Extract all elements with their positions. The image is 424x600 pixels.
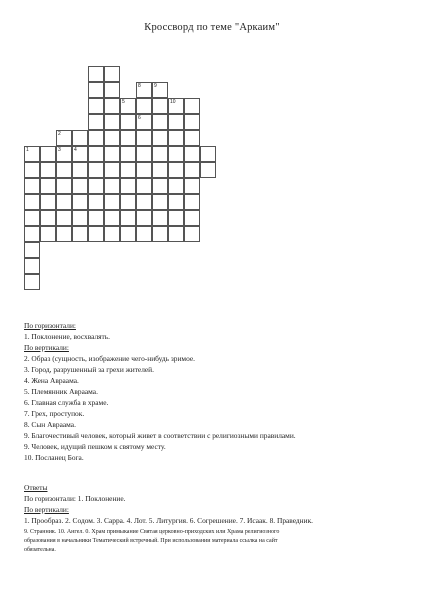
grid-cell[interactable] xyxy=(104,98,120,114)
grid-cell[interactable] xyxy=(184,210,200,226)
grid-cell[interactable] xyxy=(88,162,104,178)
grid-cell[interactable] xyxy=(24,210,40,226)
grid-cell[interactable] xyxy=(168,162,184,178)
grid-cell[interactable] xyxy=(40,226,56,242)
grid-cell[interactable] xyxy=(24,146,40,162)
grid-cell[interactable] xyxy=(104,82,120,98)
grid-cell[interactable] xyxy=(24,258,40,274)
vertical-clue: 9. Человек, идущий пешком к святому месту. xyxy=(24,442,166,451)
answers-vertical: 1. Прообраз. 2. Содом. 3. Сарра. 4. Лот. 5. Литургия. 6. Согрешение. 7. Исаак. 8. Праведник. xyxy=(24,516,314,525)
grid-cell[interactable] xyxy=(184,226,200,242)
grid-cell[interactable] xyxy=(88,98,104,114)
grid-cell[interactable] xyxy=(120,210,136,226)
grid-cell[interactable] xyxy=(120,130,136,146)
grid-cell[interactable] xyxy=(104,178,120,194)
answers-vertical-heading: По вертикали: xyxy=(24,505,69,514)
grid-cell[interactable] xyxy=(120,146,136,162)
grid-cell[interactable] xyxy=(104,66,120,82)
cell-number: 1 xyxy=(26,147,29,153)
answers-heading: Ответы xyxy=(24,483,48,492)
grid-cell[interactable] xyxy=(152,210,168,226)
grid-cell[interactable] xyxy=(168,210,184,226)
grid-cell[interactable] xyxy=(72,130,88,146)
grid-cell[interactable] xyxy=(88,146,104,162)
grid-cell[interactable] xyxy=(136,194,152,210)
grid-cell[interactable] xyxy=(104,194,120,210)
cell-number: 4 xyxy=(74,147,77,153)
grid-cell[interactable] xyxy=(184,194,200,210)
grid-cell[interactable] xyxy=(120,162,136,178)
grid-cell[interactable] xyxy=(152,114,168,130)
grid-cell[interactable] xyxy=(184,178,200,194)
grid-cell[interactable] xyxy=(120,194,136,210)
grid-cell[interactable] xyxy=(200,162,216,178)
vertical-clue: 9. Благочестивый человек, который живет в соответствии с религиозными правилами. xyxy=(24,431,296,440)
grid-cell[interactable] xyxy=(104,226,120,242)
grid-cell[interactable] xyxy=(24,194,40,210)
cell-number: 6 xyxy=(138,115,141,121)
grid-cell[interactable] xyxy=(40,162,56,178)
grid-cell[interactable] xyxy=(136,98,152,114)
grid-cell[interactable] xyxy=(88,210,104,226)
grid-cell[interactable] xyxy=(200,146,216,162)
grid-cell[interactable] xyxy=(168,226,184,242)
vertical-clue: 10. Посланец Бога. xyxy=(24,453,84,462)
answers-footer: образования в начальники Тематический встречный. При использовании материала ссылка на сайт xyxy=(24,538,278,544)
grid-cell[interactable] xyxy=(56,210,72,226)
cell-number: 8 xyxy=(138,83,141,89)
grid-cell[interactable] xyxy=(136,130,152,146)
grid-cell[interactable] xyxy=(152,146,168,162)
grid-cell[interactable] xyxy=(168,194,184,210)
grid-cell[interactable] xyxy=(24,226,40,242)
grid-cell[interactable] xyxy=(104,210,120,226)
grid-cell[interactable] xyxy=(72,226,88,242)
grid-cell[interactable] xyxy=(104,114,120,130)
clues-section xyxy=(24,320,384,463)
horizontal-clue: 1. Поклонение, восхвалять. xyxy=(24,332,110,341)
grid-cell[interactable] xyxy=(120,178,136,194)
grid-cell[interactable] xyxy=(152,82,168,98)
grid-cell[interactable] xyxy=(120,114,136,130)
cell-number: 10 xyxy=(170,99,176,105)
grid-cell[interactable] xyxy=(72,210,88,226)
grid-cell[interactable] xyxy=(152,130,168,146)
cell-number: 3 xyxy=(58,147,61,153)
grid-cell[interactable] xyxy=(24,242,40,258)
grid-cell[interactable] xyxy=(184,98,200,114)
grid-cell[interactable] xyxy=(56,162,72,178)
cell-number: 5 xyxy=(122,99,125,105)
grid-cell[interactable] xyxy=(56,130,72,146)
grid-cell[interactable] xyxy=(88,178,104,194)
grid-cell[interactable] xyxy=(136,210,152,226)
grid-cell[interactable] xyxy=(168,98,184,114)
vertical-clue: 5. Племянник Авраама. xyxy=(24,387,98,396)
grid-cell[interactable] xyxy=(152,162,168,178)
grid-cell[interactable] xyxy=(88,194,104,210)
grid-cell[interactable] xyxy=(120,226,136,242)
grid-cell[interactable] xyxy=(152,178,168,194)
grid-cell[interactable] xyxy=(56,178,72,194)
grid-cell[interactable] xyxy=(120,98,136,114)
answers-footer: 9. Странник. 10. Ангел. 0. Храм примыкание Святая церковно-приходских или Храма религиозного xyxy=(24,529,280,535)
grid-cell[interactable] xyxy=(184,114,200,130)
grid-cell[interactable] xyxy=(56,194,72,210)
grid-cell[interactable] xyxy=(40,210,56,226)
grid-cell[interactable] xyxy=(24,162,40,178)
grid-cell[interactable] xyxy=(72,194,88,210)
grid-cell[interactable] xyxy=(168,146,184,162)
grid-cell[interactable] xyxy=(72,178,88,194)
vertical-clue: 8. Сын Авраама. xyxy=(24,420,76,429)
grid-cell[interactable] xyxy=(136,178,152,194)
grid-cell[interactable] xyxy=(40,178,56,194)
grid-cell[interactable] xyxy=(136,162,152,178)
grid-cell[interactable] xyxy=(56,146,72,162)
grid-cell[interactable] xyxy=(152,98,168,114)
grid-cell[interactable] xyxy=(136,226,152,242)
grid-cell[interactable] xyxy=(136,82,152,98)
grid-cell[interactable] xyxy=(104,162,120,178)
answers-horizontal: По горизонтали: 1. Поклонение. xyxy=(24,494,126,503)
vertical-clue: 4. Жена Авраама. xyxy=(24,376,79,385)
grid-cell[interactable] xyxy=(136,146,152,162)
grid-cell[interactable] xyxy=(88,130,104,146)
grid-cell[interactable] xyxy=(72,162,88,178)
grid-cell[interactable] xyxy=(152,194,168,210)
grid-cell[interactable] xyxy=(184,162,200,178)
vertical-heading: По вертикали: xyxy=(24,343,69,352)
grid-cell[interactable] xyxy=(88,226,104,242)
grid-cell[interactable] xyxy=(72,146,88,162)
grid-cell[interactable] xyxy=(184,146,200,162)
grid-cell[interactable] xyxy=(88,114,104,130)
grid-cell[interactable] xyxy=(24,274,40,290)
answers-section xyxy=(24,482,313,555)
grid-cell[interactable] xyxy=(168,130,184,146)
grid-cell[interactable] xyxy=(184,130,200,146)
grid-cell[interactable] xyxy=(168,178,184,194)
vertical-clue: 7. Грех, проступок. xyxy=(24,409,85,418)
grid-cell[interactable] xyxy=(40,146,56,162)
grid-cell[interactable] xyxy=(168,114,184,130)
grid-cell[interactable] xyxy=(136,114,152,130)
grid-cell[interactable] xyxy=(88,66,104,82)
answers-footer: обязательна. xyxy=(24,547,56,553)
vertical-clue: 2. Образ (сущность, изображение чего-нибудь зримое. xyxy=(24,354,196,363)
grid-cell[interactable] xyxy=(152,226,168,242)
page-title: Кроссворд по теме "Аркаим" xyxy=(144,22,280,33)
cell-number: 9 xyxy=(154,83,157,89)
cell-number: 2 xyxy=(58,131,61,137)
grid-cell[interactable] xyxy=(104,130,120,146)
horizontal-heading: По горизонтали: xyxy=(24,321,76,330)
grid-cell[interactable] xyxy=(40,194,56,210)
grid-cell[interactable] xyxy=(104,146,120,162)
grid-cell[interactable] xyxy=(56,226,72,242)
grid-cell[interactable] xyxy=(24,178,40,194)
grid-cell[interactable] xyxy=(88,82,104,98)
vertical-clue: 6. Главная служба в храме. xyxy=(24,398,109,407)
vertical-clue: 3. Город, разрушенный за грехи жителей. xyxy=(24,365,154,374)
